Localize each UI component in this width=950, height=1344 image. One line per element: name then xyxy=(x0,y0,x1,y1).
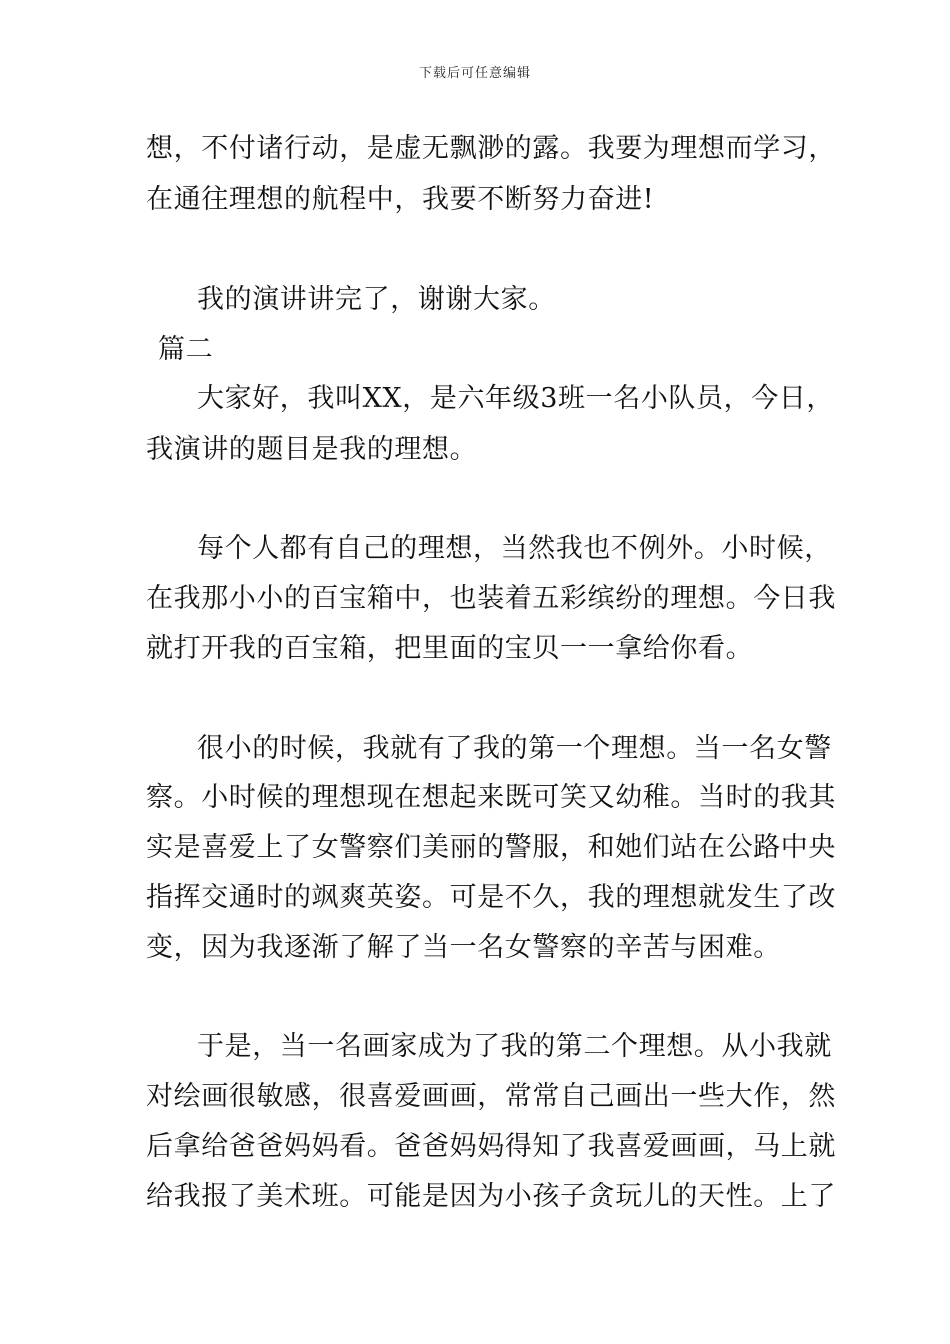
text-line: 对绘画很敏感，很喜爱画画，常常自己画出一些大作，然 xyxy=(146,1081,836,1112)
text-line: 我演讲的题目是我的理想。 xyxy=(146,434,478,465)
text-line: 在通往理想的航程中，我要不断努力奋进! xyxy=(146,184,655,215)
text-line: 就打开我的百宝箱，把里面的宝贝一一拿给你看。 xyxy=(146,633,754,664)
text-line: 大家好，我叫XX，是六年级3班一名小队员，今日， xyxy=(197,383,835,414)
section-heading: 篇二 xyxy=(158,334,214,365)
text-line: 每个人都有自己的理想，当然我也不例外。小时候， xyxy=(197,533,832,564)
text-line: 察。小时候的理想现在想起来既可笑又幼稚。当时的我其 xyxy=(146,782,836,813)
text-line: 给我报了美术班。可能是因为小孩子贪玩儿的天性。上了 xyxy=(146,1181,836,1212)
text-line: 指挥交通时的飒爽英姿。可是不久，我的理想就发生了改 xyxy=(146,882,836,913)
text-line: 想，不付诸行动，是虚无飘渺的露。我要为理想而学习， xyxy=(146,133,836,164)
text-line: 实是喜爱上了女警察们美丽的警服，和她们站在公路中央 xyxy=(146,832,836,863)
text-line: 变，因为我逐渐了解了当一名女警察的辛苦与困难。 xyxy=(146,932,781,963)
text-line: 于是，当一名画家成为了我的第二个理想。从小我就 xyxy=(197,1031,832,1062)
text-line: 我的演讲讲完了，谢谢大家。 xyxy=(197,284,556,315)
text-line: 后拿给爸爸妈妈看。爸爸妈妈得知了我喜爱画画，马上就 xyxy=(146,1131,836,1162)
text-line: 在我那小小的百宝箱中，也装着五彩缤纷的理想。今日我 xyxy=(146,583,836,614)
header-note: 下载后可任意编辑 xyxy=(418,66,531,81)
text-line: 很小的时候，我就有了我的第一个理想。当一名女警 xyxy=(197,733,832,764)
